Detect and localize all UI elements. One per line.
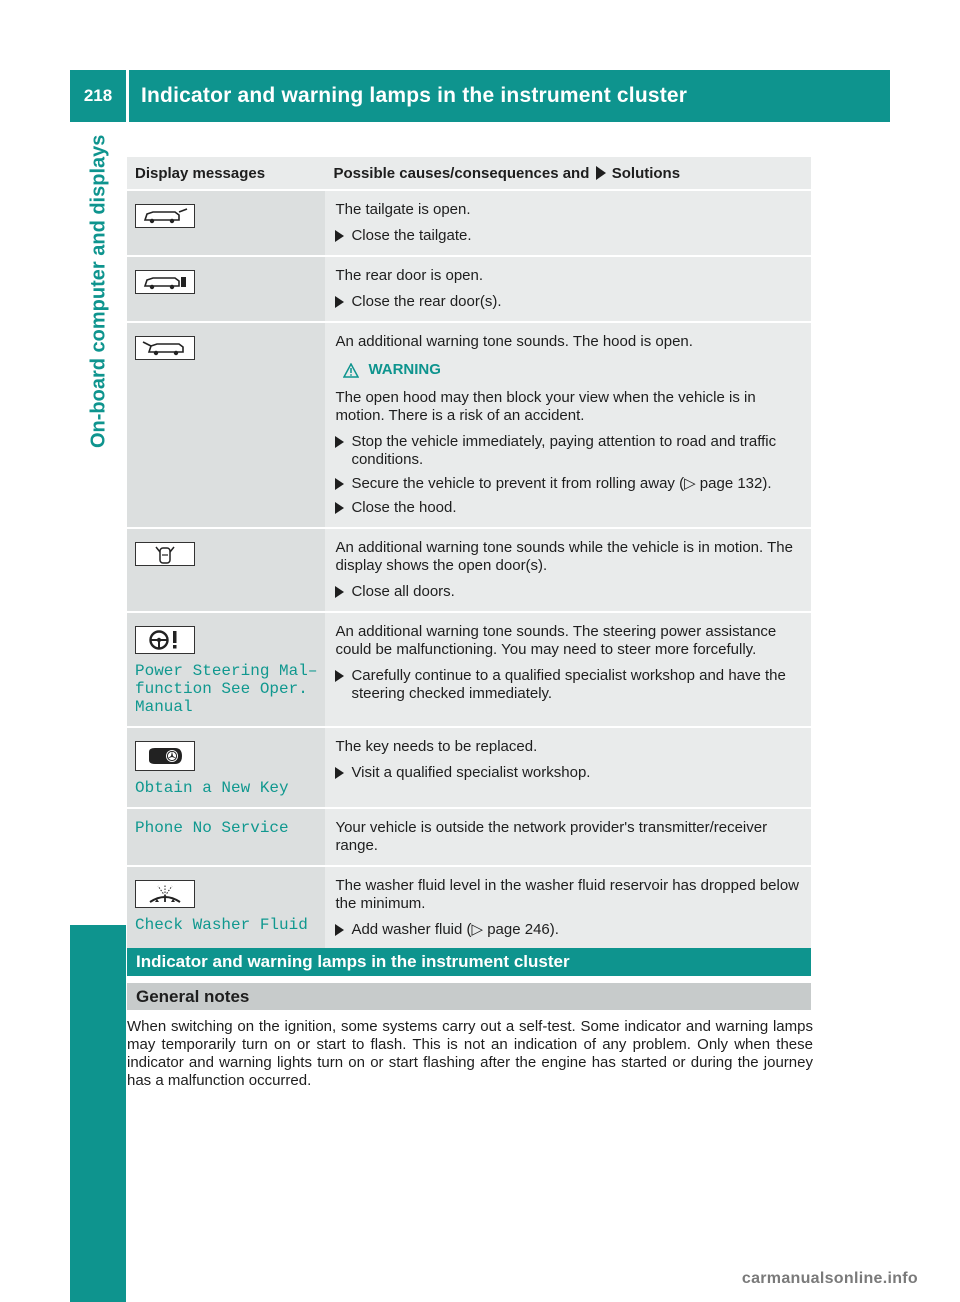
display-cell (127, 728, 325, 807)
col-solutions-header-text: Possible causes/consequences and (333, 164, 590, 182)
table-row (127, 323, 811, 527)
table-row (127, 191, 811, 255)
solution-step-text: Close the tailgate. (351, 227, 472, 244)
solution-step (335, 433, 803, 469)
display-cell (127, 257, 325, 321)
table-row (127, 867, 811, 949)
section-heading: Indicator and warning lamps in the instrument cluster (127, 948, 811, 976)
bullet-arrow-icon (335, 670, 344, 682)
solution-step-text: Close the rear door(s). (351, 293, 502, 310)
col-solutions-header (325, 157, 811, 189)
solution-cell (325, 257, 811, 321)
watermark: carmanualsonline.info (741, 1270, 918, 1287)
cause-text: The tailgate is open. (335, 201, 471, 218)
col-solutions-header-text2: Solutions (611, 164, 681, 182)
cause-text: The key needs to be replaced. (335, 738, 538, 755)
solution-step (335, 583, 803, 601)
warning-label (343, 361, 803, 379)
display-cell (127, 867, 325, 949)
play-arrow-icon (596, 166, 606, 180)
table-row (127, 257, 811, 321)
vehicle-tailgate-open-icon (135, 204, 195, 228)
solution-step (335, 764, 803, 782)
solution-cell (325, 867, 811, 949)
table-row (127, 613, 811, 726)
bullet-arrow-icon (335, 436, 344, 448)
bullet-arrow-icon (335, 296, 344, 308)
solution-cell (325, 529, 811, 611)
page-title: Indicator and warning lamps in the instrument cluster (129, 70, 890, 122)
chapter-tab-label: On-board computer and displays (87, 135, 110, 449)
solution-cell (325, 613, 811, 726)
cause-text: Your vehicle is outside the network provider's transmitter/receiver range. (335, 819, 768, 854)
warning-label-text: WARNING (368, 361, 441, 378)
bullet-arrow-icon (335, 586, 344, 598)
display-message-text: Obtain a New Key (135, 779, 289, 797)
cause-text: An additional warning tone sounds. The hood is open. (335, 333, 693, 350)
solution-step-text: Close all doors. (351, 583, 455, 600)
display-cell (127, 529, 325, 611)
chapter-tab-block (70, 925, 126, 1302)
solution-step-text: Add washer fluid (▷ page 246). (351, 921, 559, 938)
solution-step-text: Stop the vehicle immediately, paying attention to road and traffic conditions. (351, 433, 777, 468)
page-number: 218 (70, 70, 126, 122)
cause-text: The washer fluid level in the washer fluid reservoir has dropped below the minimum. (335, 877, 800, 912)
warning-text: The open hood may then block your view when the vehicle is in motion. There is a risk of an accident. (335, 389, 756, 424)
solution-step (335, 499, 803, 517)
washer-fluid-icon (135, 880, 195, 908)
cause-text: An additional warning tone sounds. The steering power assistance could be malfunctioning. You may need to steer more forcefully. (335, 623, 777, 658)
solution-step (335, 475, 803, 493)
table-row (127, 809, 811, 865)
solution-cell (325, 191, 811, 255)
solution-cell (325, 809, 811, 865)
bullet-arrow-icon (335, 230, 344, 242)
cause-text: The rear door is open. (335, 267, 484, 284)
vehicle-hood-open-icon (135, 336, 195, 360)
table-row (127, 728, 811, 807)
bullet-arrow-icon (335, 478, 344, 490)
warning-triangle-icon (343, 363, 359, 378)
bullet-arrow-icon (335, 767, 344, 779)
solution-step (335, 227, 803, 245)
table-header-row (127, 157, 811, 189)
display-cell (127, 809, 325, 865)
solution-step-text: Visit a qualified specialist workshop. (351, 764, 591, 781)
subsection-heading: General notes (127, 983, 811, 1010)
display-message-text: Check Washer Fluid (135, 916, 308, 934)
solution-cell (325, 323, 811, 527)
bullet-arrow-icon (335, 924, 344, 936)
key-icon (135, 741, 195, 771)
display-messages-table (127, 155, 811, 951)
body-paragraph: When switching on the ignition, some systems carry out a self-test. Some indicator and warning lamps may temporarily turn on or start to flash. This is not an indication of any problem. Only when these indicator and warning lights turn on or start flashing after the engine has started or during the journey has a malfunction occurred. (127, 1018, 813, 1089)
solution-step (335, 293, 803, 311)
display-cell (127, 323, 325, 527)
solution-step-text: Secure the vehicle to prevent it from rolling away (▷ page 132). (351, 475, 772, 492)
display-cell (127, 191, 325, 255)
display-message-text: Phone No Service (135, 819, 289, 837)
solution-step (335, 921, 803, 939)
bullet-arrow-icon (335, 502, 344, 514)
solution-step-text: Carefully continue to a qualified specialist workshop and have the steering checked immediately. (351, 667, 786, 702)
col-display-messages-header: Display messages (127, 157, 325, 189)
solution-cell (325, 728, 811, 807)
solution-step-text: Close the hood. (351, 499, 457, 516)
cause-text: An additional warning tone sounds while the vehicle is in motion. The display shows the open door(s). (335, 539, 793, 574)
vehicle-rear-door-open-icon (135, 270, 195, 294)
display-message-text: Power Steering Mal– function See Oper. Manual (135, 662, 318, 716)
display-cell (127, 613, 325, 726)
steering-wheel-warning-icon (135, 626, 195, 654)
solution-step (335, 667, 803, 703)
vehicle-door-open-icon (135, 542, 195, 566)
table-row (127, 529, 811, 611)
